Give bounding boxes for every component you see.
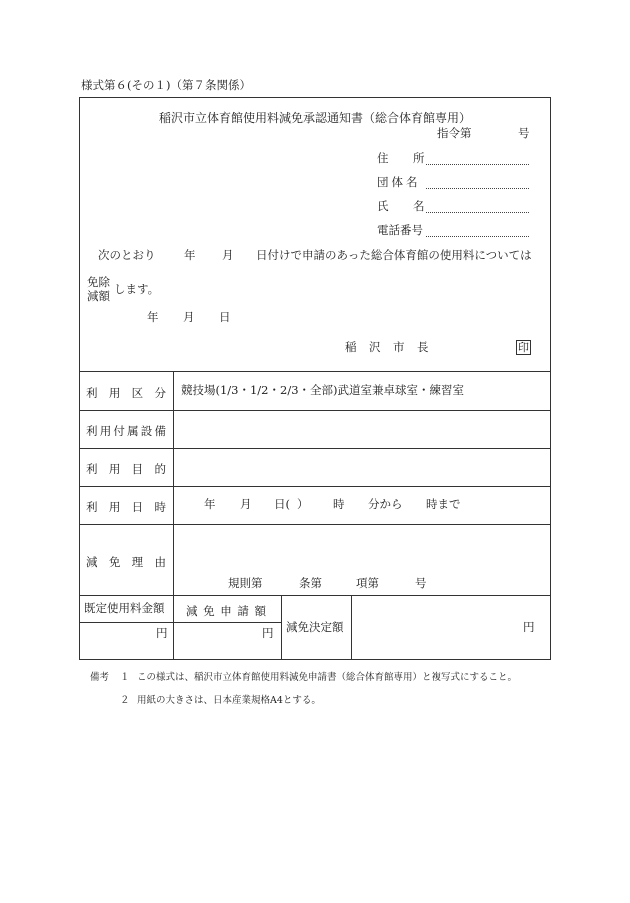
label-char: 減 [186,604,198,618]
address-label-2: 所 [413,151,425,165]
reduce-option: 減額 [87,289,110,303]
request-amount-yen: 円 [262,626,274,640]
usage-type-value[interactable]: 競技場(1/3・1/2・2/3・全部)武道室兼卓球室・練習室 [181,383,464,397]
label-char: 備 [154,424,166,438]
label-char: 理 [131,555,144,569]
exempt-reduce-choice [87,275,110,303]
label-char: 用 [99,424,112,438]
label-char: 属 [127,424,139,438]
reason-field[interactable] [176,527,548,571]
reason-number: 号 [415,576,427,590]
notice-number-prefix: 指令第 [437,126,472,140]
request-amount-label [186,603,266,619]
row-divider [79,595,551,596]
label-char: 利 [86,500,98,514]
name-field[interactable] [426,212,529,213]
form-number-label: 様式第６(その１)（第７条関係） [81,78,251,92]
body-year: 年 [184,248,196,262]
note-number: ２ [120,695,130,706]
label-char: 付 [113,424,125,438]
mayor-char: 沢 [369,340,381,354]
equipment-field[interactable] [176,412,548,446]
datetime-day: 日( [274,497,290,511]
label-char: 時 [154,500,166,514]
row-divider [79,486,551,487]
date-day: 日 [219,310,231,324]
row-divider [79,410,551,411]
decision-amount-yen: 円 [523,620,535,634]
equipment-label [86,423,166,439]
address-label-1: 住 [377,151,389,165]
mayor-char: 稲 [345,340,357,354]
column-divider [173,595,174,660]
name-label-2: 名 [413,199,425,213]
label-char: 用 [108,500,121,514]
document-title: 稲沢市立体育館使用料減免承認通知書（総合体育館専用） [158,111,471,125]
label-char: 日 [131,500,144,514]
exempt-option: 免除 [87,275,110,289]
reason-item: 項第 [356,576,379,590]
label-char: 的 [154,462,166,476]
mayor-char: 市 [393,340,405,354]
note-text: 用紙の大きさは、日本産業規格A4とする。 [137,695,321,706]
usage-type-label [86,385,166,401]
body-tail: 日付けで申請のあった総合体育館の使用料については [256,248,532,262]
label-char: 利 [86,462,98,476]
datetime-until: 時まで [426,497,461,511]
date-month: 月 [183,310,195,324]
group-name-field[interactable] [426,188,529,189]
mayor-char: 長 [417,340,429,354]
datetime-paren: ） [297,497,309,511]
column-divider [351,595,352,660]
seal-mark: 印 [518,341,529,354]
column-divider [281,595,282,660]
label-char: 区 [131,386,144,400]
address-field[interactable] [426,164,529,165]
label-char: 分 [154,386,166,400]
note-number: １ [120,672,130,683]
datetime-label [86,499,166,515]
reason-rule: 規則第 [228,576,263,590]
phone-field[interactable] [426,236,529,237]
label-char: 申 [220,604,232,618]
datetime-month: 月 [240,497,252,511]
date-year: 年 [147,310,159,324]
name-label-1: 氏 [377,199,389,213]
datetime-from: 分から [368,497,403,511]
body-shimasu: します。 [114,282,160,296]
reason-article: 条第 [299,576,322,590]
purpose-label [86,461,166,477]
notice-number-suffix: 号 [518,126,530,140]
label-char: 減 [86,555,98,569]
label-char: 設 [140,424,153,438]
fee-divider [79,622,281,623]
label-char: 請 [237,604,249,618]
notes-heading: 備考 [90,672,110,683]
label-char: 用 [108,386,121,400]
row-divider [79,524,551,525]
group-name-label: 団体名 [377,175,421,189]
body-lead: 次のとおり [98,248,156,262]
datetime-hour: 時 [333,497,345,511]
label-char: 由 [154,555,166,569]
note-text: この様式は、稲沢市立体育館使用料減免申請書（総合体育館専用）と複写式にすること。 [137,672,518,683]
label-char: 免 [203,604,215,618]
reason-label [86,554,166,570]
label-char: 用 [108,462,121,476]
row-divider [79,371,551,372]
label-char: 利 [86,424,98,438]
label-char: 目 [131,462,144,476]
purpose-field[interactable] [176,450,548,484]
phone-label: 電話番号 [377,223,423,237]
label-char: 利 [86,386,98,400]
row-divider [79,448,551,449]
standard-fee-yen: 円 [156,626,168,640]
label-char: 免 [108,555,121,569]
label-char: 額 [254,604,266,618]
column-divider [173,371,174,595]
decision-amount-label: 減免決定額 [286,620,344,634]
standard-fee-label: 既定使用料金額 [84,601,165,615]
body-month: 月 [222,248,234,262]
datetime-year: 年 [204,497,216,511]
